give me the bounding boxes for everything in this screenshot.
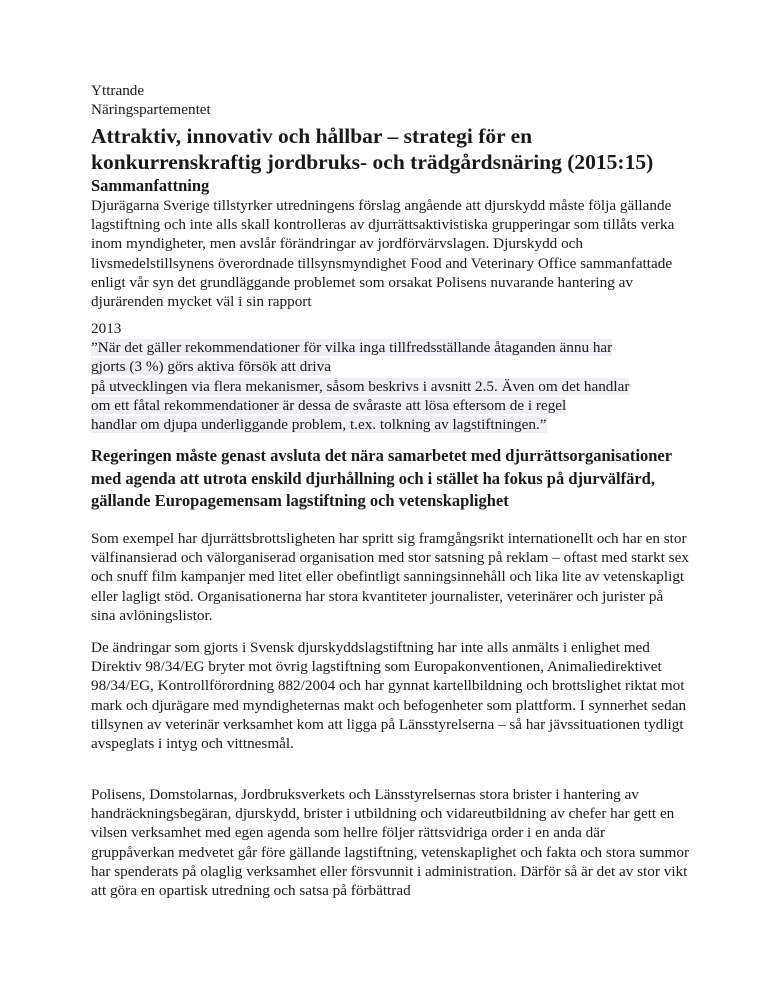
quote-year: 2013	[91, 320, 122, 337]
quote-line: gjorts (3 %) görs aktiva försök att driva	[91, 358, 331, 376]
summary-text: Djurägarna Sverige tillstyrker utredningens förslag angående att djurskydd måste följa gällande lagstiftning och inte alls skall kontrolleras av djurrättsaktivistiska grupperingar som tillåts verka inom myndigheter, men avslår förändringar av jordförvärvslagen. Djurskydd och livsmedelstillsynens överordnade tillsynsmyndighet Food and Veterinary Office sammanfattade enligt vår syn det grundläggande problemet som orsakat Polisens nuvarande hantering av djurärenden mycket väl i sin rapport	[91, 197, 675, 311]
paragraph-3: Polisens, Domstolarnas, Jordbruksverkets och Länsstyrelsernas stora brister i hantering av handräckningsbegäran, djurskydd, brister i utbildning och vidareutbildning av chefer har gett en vilsen verksamhet med egen agenda som hellre följer rättsvidriga order i en anda där gruppåverkan medvetet går före gällande lagstiftning, vetenskaplighet och fakta och stora summor har spenderats på olaglig verksamhet eller försvunnit i administration. Därför så är det av stor vikt att göra en opartisk utredning och satsa på förbättrad	[91, 786, 690, 900]
quote-line: på utvecklingen via flera mekanismer, såsom beskrivs i avsnitt 2.5. Även om det handlar	[91, 377, 630, 395]
recipient: Näringspartementet	[91, 101, 211, 118]
paragraph-1: Som exempel har djurrättsbrottsligheten har spritt sig framgångsrikt internationellt och har en stor välfinansierad och välorganiserad organisation med stor satsning på reklam – oftast med starkt sex och snuff film kampanjer med litet eller obefintligt sanningsinnehåll och lika lite av vetenskapligt eller lagligt stöd. Organisationerna har stora kvantiteter journalister, veterinärer och jurister på sina avlöningslistor.	[91, 530, 689, 624]
section-heading: Regeringen måste genast avsluta det nära samarbetet med djurrättsorganisationer med agenda att utrota enskild djurhållning och i stället ha fokus på djurvälfärd, gällande Europagemensam lagstiftning och vetenskaplighet	[91, 446, 672, 510]
doc-type: Yttrande	[91, 82, 145, 99]
quote-line: handlar om djupa underliggande problem, t.ex. tolkning av lagstiftningen.”	[91, 416, 547, 434]
quote-block	[91, 319, 691, 434]
paragraph-2: De ändringar som gjorts i Svensk djurskyddslagstiftning har inte alls anmälts i enlighet med Direktiv 98/34/EG bryter mot övrig lagstiftning som Europakonventionen, Animaliedirektivet 98/34/EG, Kontrollförordning 882/2004 och har gynnat kartellbildning och brottslighet riktat mot mark och djurägare med myndigheternas makt och befogenheter som plattform. I synnerhet sedan tillsynen av veterinär verksamhet kom att ligga på Länsstyrelserna – så har jävssituationen tydligt avspeglats i intyg och vittnesmål.	[91, 639, 687, 753]
document-title: Attraktiv, innovativ och hållbar – strategi för en konkurrenskraftig jordbruks- och trädgårdsnäring (2015:15)	[91, 124, 654, 174]
quote-line: om ett fåtal rekommendationer är dessa de svåraste att lösa eftersom de i regel	[91, 396, 567, 414]
quote-line: ”När det gäller rekommendationer för vilka inga tillfredsställande åtaganden ännu har	[91, 339, 613, 357]
summary-heading: Sammanfattning	[91, 176, 210, 195]
document-header	[91, 81, 691, 119]
